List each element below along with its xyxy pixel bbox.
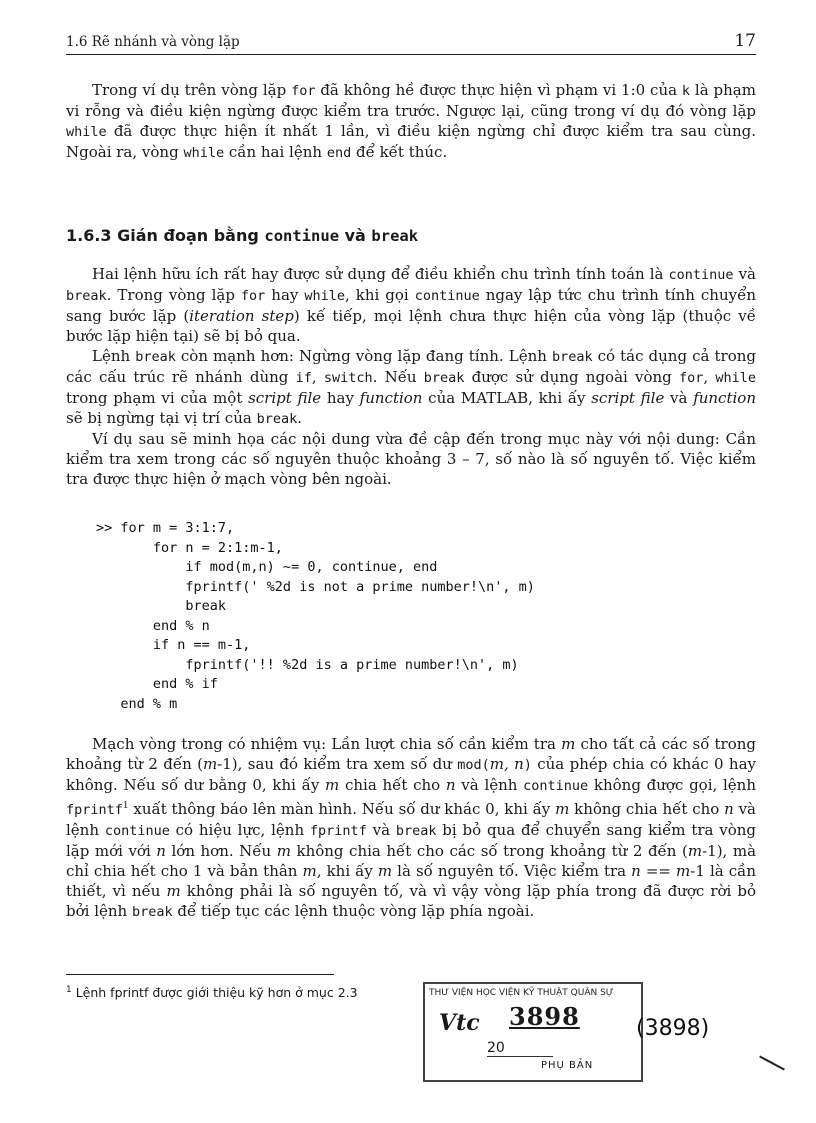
paragraph-block-2 — [66, 264, 756, 489]
stamp-year: 20 — [487, 1040, 553, 1057]
library-stamp — [423, 982, 643, 1082]
paragraph-5: Mạch vòng trong có nhiệm vụ: Lần lượt chia số cần kiểm tra m cho tất cả các số trong khoảng từ 2 đến (m-1), sau đó kiểm tra xem số dư mod(m, n) của phép chia có khác 0 hay không. Nếu số dư bằng 0, khi ấy m chia hết cho n và lệnh continue không được gọi, lệnh fprintf$^1$ xuất thông báo lên màn hình. Nếu số dư khác 0, khi ấy m không chia hết cho n và lệnh continue có hiệu lực, lệnh fprintf và break bị bỏ qua để chuyển sang kiểm tra vòng lặp mới với n lớn hơn. Nếu m không chia hết cho các số trong khoảng từ 2 đến (m-1), mà chỉ chia hết cho 1 và bản thân m, khi ấy m là số nguyên tố. Việc kiểm tra n == m-1 là cần thiết, vì nếu m không phải là số nguyên tố, và vì vậy vòng lặp phía trong đã được rời bỏ bởi lệnh break để tiếp tục các lệnh thuộc vòng lặp phía ngoài. — [66, 735, 757, 920]
handwritten-note: (3898) — [636, 1016, 710, 1041]
code-block: >> for m = 3:1:7, for n = 2:1:m-1, if mod(m,n) ~= 0, continue, end fprintf(' %2d is not a prime number!\n', m) break end % n if n == m-1, fprintf('!! %2d is a prime number!\n', m) end % if end % m — [96, 520, 535, 712]
stamp-header: THƯ VIỆN HỌC VIỆN KỸ THUẬT QUÂN SỰ — [429, 988, 614, 998]
stamp-number: 3898 — [509, 1002, 580, 1031]
paragraph-3: Lệnh break còn mạnh hơn: Ngừng vòng lặp đang tính. Lệnh break có tác dụng cả trong các cấu trúc rẽ nhánh dùng if, switch. Nếu break được sử dụng ngoài vòng for, while trong phạm vi của một script file hay function của MATLAB, khi ấy script file và function sẽ bị ngừng tại vị trí của break. — [66, 347, 756, 427]
footnote-rule — [66, 974, 334, 975]
paragraph-4: Ví dụ sau sẽ minh họa các nội dung vừa đề cập đến trong mục này với nội dung: Cần kiểm tra xem trong các số nguyên thuộc khoảng 3 – 7, số nào là số nguyên tố. Việc kiểm tra được thực hiện ở mạch vòng bên ngoài. — [66, 430, 756, 488]
footnote: $^1$ Lệnh fprintf được giới thiệu kỹ hơn ở mục 2.3 — [66, 985, 358, 1001]
paragraph-1: Trong ví dụ trên vòng lặp for đã không hề được thực hiện vì phạm vi 1:0 của k là phạm vi rỗng và điều kiện ngừng được kiểm tra trước. Ngược lại, cũng trong ví dụ đó vòng lặp while đã được thực hiện ít nhất 1 lần, vì điều kiện ngừng chỉ được kiểm tra sau cùng. Ngoài ra, vòng while cần hai lệnh end để kết thúc. — [66, 81, 756, 161]
running-header — [66, 32, 756, 55]
stamp-label: PHỤ BẢN — [541, 1060, 594, 1071]
stamp-prefix: Vtc — [439, 1010, 480, 1036]
section-heading: 1.6.3 Gián đoạn bằng continue và break — [66, 226, 419, 245]
section-title: 1.6 Rẽ nhánh và vòng lặp — [66, 34, 240, 50]
pen-mark — [759, 1056, 785, 1071]
paragraph-2: Hai lệnh hữu ích rất hay được sử dụng để điều khiển chu trình tính toán là continue và break. Trong vòng lặp for hay while, khi gọi continue ngay lập tức chu trình tính chuyển sang bước lặp (iteration step) kế tiếp, mọi lệnh chưa thực hiện của vòng lặp (thuộc về bước lặp hiện tại) sẽ bị bỏ qua. — [66, 265, 757, 345]
page-number: 17 — [734, 31, 756, 51]
footnote-ref: 1 — [122, 801, 129, 811]
